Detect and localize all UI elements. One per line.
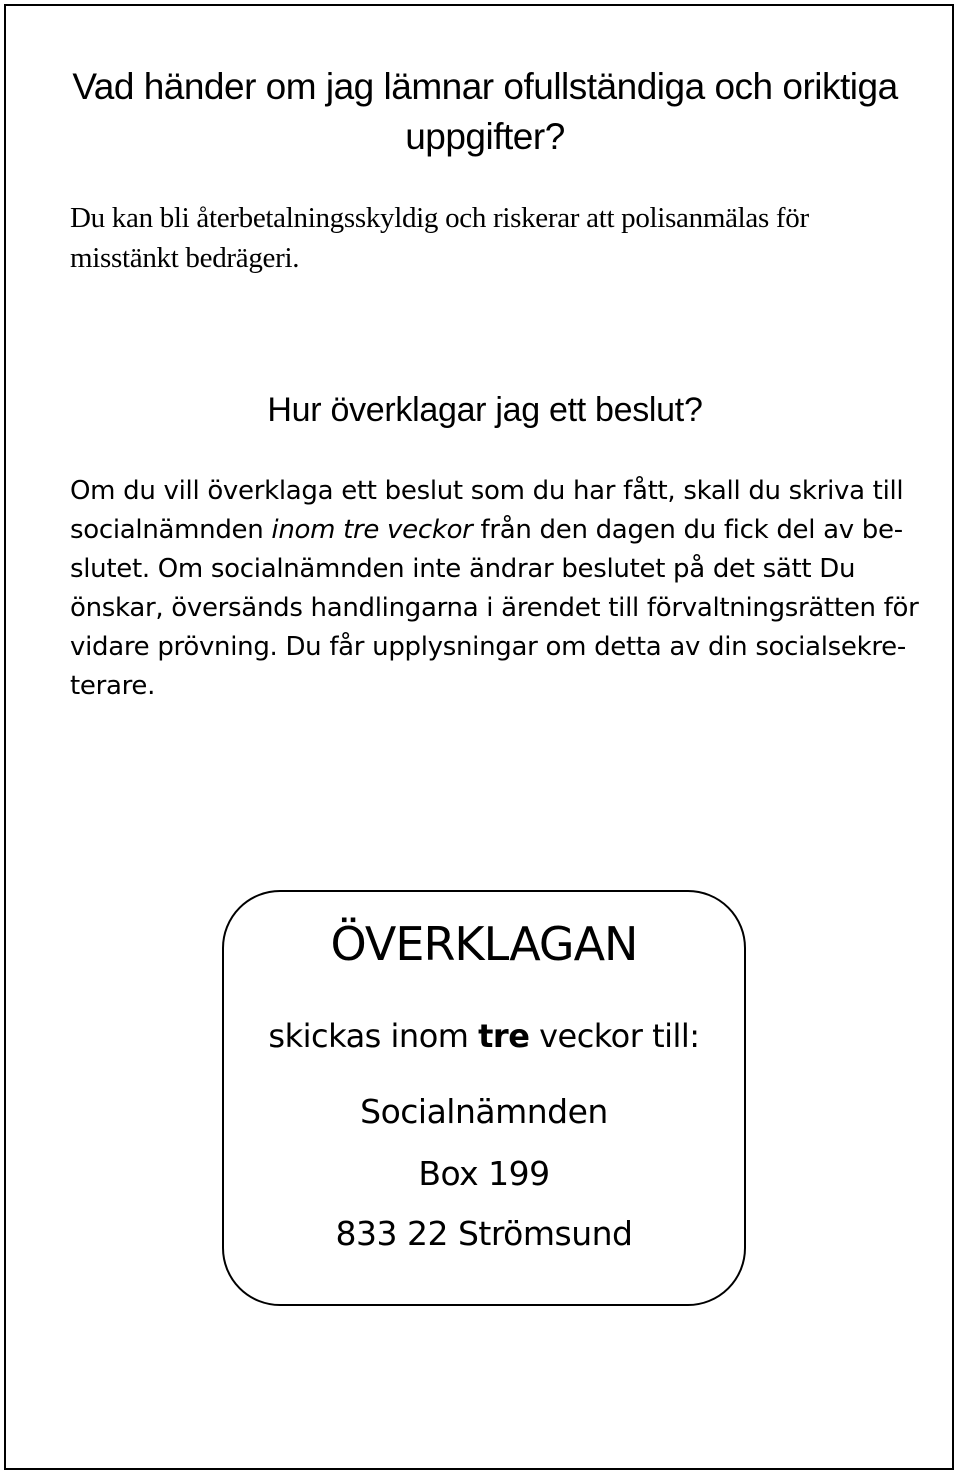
box-title: ÖVERKLAGAN xyxy=(330,917,638,971)
paragraph-consequences xyxy=(70,198,900,278)
address-box-number: Box 199 xyxy=(418,1154,550,1193)
heading-incomplete-information xyxy=(60,62,910,162)
paragraph-line xyxy=(70,511,903,550)
box-subtitle xyxy=(224,1014,744,1058)
emphasis-three-weeks: inom tre veckor xyxy=(271,515,473,545)
appeal-address-box xyxy=(222,890,746,1306)
paragraph-line: Du kan bli återbetalningsskyldig och riskerar att polisanmälas för xyxy=(70,202,809,234)
heading-how-to-appeal: Hur överklagar jag ett beslut? xyxy=(267,391,703,429)
emphasis-three: tre xyxy=(478,1017,530,1055)
paragraph-line: misstänkt bedrägeri. xyxy=(70,242,300,274)
heading-line: uppgifter? xyxy=(405,116,565,157)
paragraph-line: terare. xyxy=(70,671,156,701)
address-recipient: Socialnämnden xyxy=(360,1092,608,1131)
paragraph-line: Om du vill överklaga ett beslut som du har fått, skall du skriva till xyxy=(70,476,904,506)
text-run: socialnämnden xyxy=(70,515,272,545)
paragraph-line: önskar, översänds handlingarna i ärendet till förvaltningsrätten för xyxy=(70,593,919,623)
text-run: skickas inom xyxy=(268,1017,479,1055)
paragraph-line: slutet. Om socialnämnden inte ändrar beslutet på det sätt Du xyxy=(70,554,856,584)
paragraph-line: vidare prövning. Du får upplysningar om detta av din socialsekre- xyxy=(70,632,906,662)
heading-line: Vad händer om jag lämnar ofullständiga och oriktiga xyxy=(72,66,898,107)
paragraph-appeal-instructions xyxy=(70,472,919,706)
address-postal-code-city: 833 22 Strömsund xyxy=(335,1214,633,1253)
text-run: veckor till: xyxy=(529,1017,700,1055)
text-run: från den dagen du fick del av be- xyxy=(472,515,903,545)
